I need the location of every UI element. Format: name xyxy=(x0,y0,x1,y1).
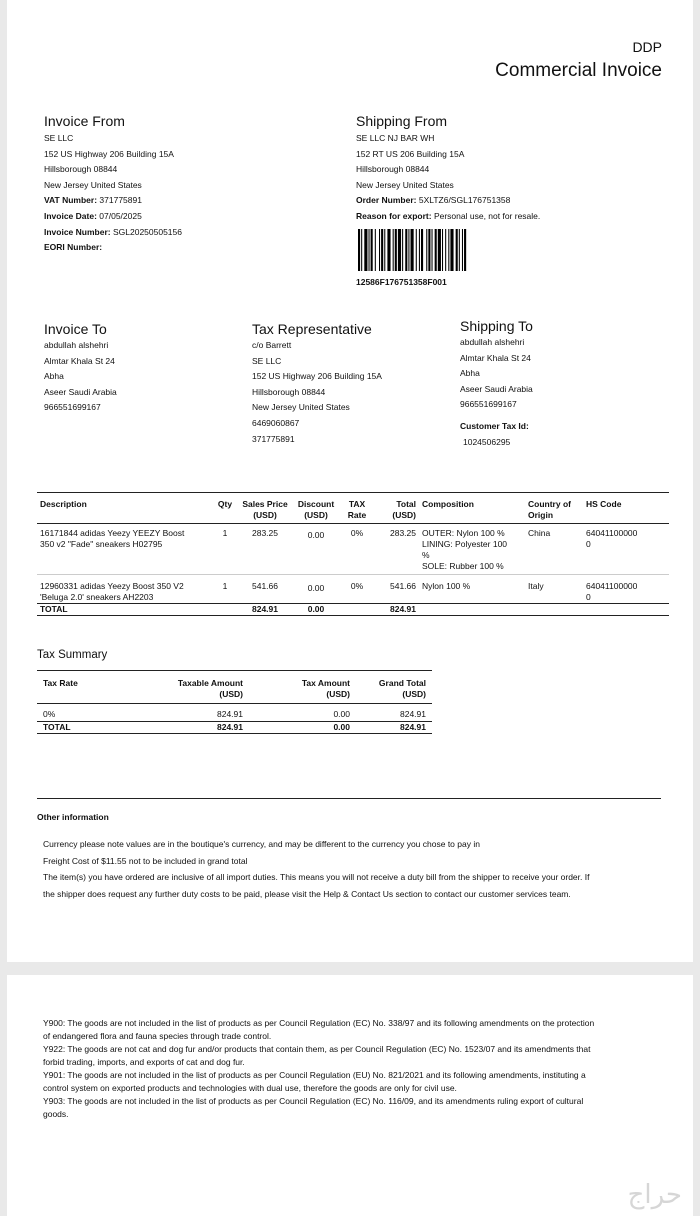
barcode-bar xyxy=(358,229,360,271)
barcode-bar xyxy=(398,229,401,271)
item-tax: 0% xyxy=(339,524,375,575)
hs-code-line: 0 xyxy=(586,539,591,549)
invoice-page-1 xyxy=(7,0,693,962)
eori-label: EORI Number: xyxy=(44,242,103,253)
total-unit: (USD) xyxy=(392,510,416,520)
vat-label: VAT Number: xyxy=(44,195,98,206)
item-tax: 0% xyxy=(350,581,364,591)
invoice-from-heading: Invoice From xyxy=(44,113,125,129)
tax-summary-header-row xyxy=(37,671,432,704)
shipping-from-line: 152 RT US 206 Building 15A xyxy=(356,148,465,159)
item-composition: Nylon 100 % xyxy=(422,581,471,591)
sales-price-label: Sales Price xyxy=(242,499,288,509)
ts-grand-label: Grand Total xyxy=(378,678,426,688)
barcode-bar xyxy=(438,229,441,271)
sales-price-unit: (USD) xyxy=(253,510,277,520)
invoice-to-heading: Invoice To xyxy=(44,321,107,337)
note-line: Y922: The goods are not cat and dog fur and/or products that contain them, as per Council Regulation (EC) No. 1523/07 and its amendments that xyxy=(43,1044,591,1054)
barcode-bar xyxy=(364,229,367,271)
tax-rep-heading: Tax Representative xyxy=(252,321,372,337)
invoice-number-value: SGL20250505156 xyxy=(112,226,182,237)
invoice-to-line: Aseer Saudi Arabia xyxy=(44,386,117,397)
barcode-bar xyxy=(369,229,370,271)
ts-rate: 0% xyxy=(43,709,56,719)
shipping-to-heading: Shipping To xyxy=(460,318,533,334)
shipping-to-line: Aseer Saudi Arabia xyxy=(460,383,533,394)
shipping-to-block xyxy=(460,318,533,450)
barcode-bar xyxy=(405,229,407,271)
total-label: Total xyxy=(396,499,416,509)
invoice-date-value: 07/05/2025 xyxy=(99,210,142,221)
tax-summary-total-row xyxy=(37,722,432,734)
items-total-total: 824.91 xyxy=(375,604,419,616)
invoice-from-line: Hillsborough 08844 xyxy=(44,164,118,175)
barcode-bar xyxy=(421,229,423,271)
tax-representative-block xyxy=(252,321,382,447)
item-origin: China xyxy=(525,524,583,575)
barcode-bar xyxy=(432,229,433,271)
other-info-heading: Other information xyxy=(37,812,109,822)
tax-rep-line: New Jersey United States xyxy=(252,402,350,413)
ts-total-taxable: 824.91 xyxy=(137,722,249,734)
tax-label: TAX xyxy=(348,499,366,509)
barcode-bar xyxy=(459,229,460,271)
ts-grand-unit: (USD) xyxy=(402,689,426,699)
invoice-to-block xyxy=(44,321,117,416)
hs-code-line: 64041100000 xyxy=(586,528,638,538)
shipping-to-line: abdullah alshehri xyxy=(460,337,525,347)
table-row xyxy=(37,704,432,722)
note-line: control system on exported products and technologies with dual use, therefore the goods are only for civil use. xyxy=(43,1083,457,1093)
shipping-from-line: SE LLC NJ BAR WH xyxy=(356,133,435,143)
item-description xyxy=(37,524,213,575)
composition-line: LINING: Polyester 100 xyxy=(422,539,508,549)
barcode-bar xyxy=(408,229,409,271)
note-line: Y901: The goods are not included in the list of products as per Council Regulation (EU) No. 821/2021 and its following amendments, instituting a xyxy=(43,1070,586,1080)
item-qty: 1 xyxy=(222,581,228,591)
item-qty: 1 xyxy=(213,524,237,575)
barcode-bar xyxy=(445,229,446,271)
item-composition xyxy=(419,524,525,575)
order-number xyxy=(356,193,540,209)
incoterm: DDP xyxy=(632,39,662,55)
invoice-page-2 xyxy=(7,975,693,1216)
barcode-bar xyxy=(395,229,397,271)
tax-summary-heading: Tax Summary xyxy=(37,649,108,661)
item-desc-line: 16171844 adidas Yeezy YEEZY Boost xyxy=(40,528,185,538)
items-total-label: TOTAL xyxy=(37,604,213,616)
divider xyxy=(37,798,661,799)
shipping-to-line: Almtar Khala St 24 xyxy=(460,352,531,363)
tax-rep-line: 6469060867 xyxy=(252,417,300,428)
barcode-bar xyxy=(361,229,362,271)
barcode-bar xyxy=(384,229,385,271)
tax-rep-line: Hillsborough 08844 xyxy=(252,386,326,397)
ts-taxable-label: Taxable Amount xyxy=(177,678,243,688)
ts-grand: 824.91 xyxy=(400,709,426,719)
other-info-line: The item(s) you have ordered are inclusive of all import duties. This means you will not receive a duty bill from the shipper to receive your order. If xyxy=(43,872,590,882)
barcode-bar xyxy=(371,229,373,271)
items-total-discount: 0.00 xyxy=(293,604,339,616)
hs-code-line: 64041100000 xyxy=(586,581,638,591)
note-line: forbid trading, imports, and exports of cat and dog fur. xyxy=(43,1057,245,1067)
item-price: 541.66 xyxy=(252,581,278,591)
items-total-row xyxy=(37,604,669,616)
shipping-to-line: 966551699167 xyxy=(460,399,517,410)
item-desc-line: 12960331 adidas Yeezy Boost 350 V2 xyxy=(40,581,184,591)
col-composition: Composition xyxy=(422,499,474,509)
note-line: of endangered flora and fauna species through trade control. xyxy=(43,1031,272,1041)
barcode-bar xyxy=(442,229,443,271)
barcode-bar xyxy=(381,229,383,271)
table-row xyxy=(37,575,669,604)
discount-label: Discount xyxy=(297,499,335,509)
invoice-to-line: abdullah alshehri xyxy=(44,340,109,350)
ts-total-grand: 824.91 xyxy=(356,722,432,734)
barcode-bar xyxy=(426,229,427,271)
invoice-from-line: 152 US Highway 206 Building 15A xyxy=(44,148,174,159)
regulation-notes xyxy=(43,1017,594,1121)
ts-col-amount xyxy=(249,671,356,704)
barcode-bar xyxy=(375,229,376,271)
item-total: 283.25 xyxy=(375,524,419,575)
ts-total-amount: 0.00 xyxy=(249,722,356,734)
item-total: 541.66 xyxy=(390,581,416,591)
eori-number xyxy=(44,240,182,256)
note-line: goods. xyxy=(43,1109,69,1119)
barcode-bar xyxy=(416,229,417,271)
col-description: Description xyxy=(40,499,87,509)
customer-tax-label: Customer Tax Id: xyxy=(460,420,529,431)
barcode-bar xyxy=(402,229,403,271)
note-line: Y900: The goods are not included in the list of products as per Council Regulation (EC) No. 338/97 and its following amendments on the protection xyxy=(43,1018,595,1028)
barcode-bar xyxy=(462,229,463,271)
composition-line: % xyxy=(422,550,430,560)
ts-col-grand xyxy=(356,671,432,704)
barcode-bar xyxy=(379,229,380,271)
tax-rep-line: SE LLC xyxy=(252,355,282,366)
barcode-bar xyxy=(419,229,420,271)
invoice-to-line: Almtar Khala St 24 xyxy=(44,355,115,366)
shipping-from-line: Hillsborough 08844 xyxy=(356,164,430,175)
invoice-from-block xyxy=(44,113,182,256)
ts-total-label: TOTAL xyxy=(37,722,137,734)
other-info-line: Currency please note values are in the boutique's currency, and may be different to the currency you chose to pay in xyxy=(43,839,480,849)
item-discount: 0.00 xyxy=(307,583,325,593)
barcode-bar xyxy=(387,229,390,271)
other-info-line: Freight Cost of $11.55 not to be included in grand total xyxy=(43,855,248,866)
col-discount xyxy=(293,493,339,524)
item-desc-line: 'Beluga 2.0' sneakers AH2203 xyxy=(40,592,154,602)
item-price: 283.25 xyxy=(237,524,293,575)
ts-taxable-unit: (USD) xyxy=(219,689,243,699)
ts-col-rate: Tax Rate xyxy=(37,671,137,704)
barcode-bar xyxy=(393,229,394,271)
item-origin: Italy xyxy=(528,581,544,591)
invoice-date xyxy=(44,209,182,225)
col-hs-code: HS Code xyxy=(586,499,622,509)
barcode-text: 12586F176751358F001 xyxy=(356,277,447,287)
tax-summary-table xyxy=(37,670,432,734)
shipping-from-block xyxy=(356,113,540,225)
items-header-row xyxy=(37,493,669,524)
reason-label: Reason for export: xyxy=(356,210,432,221)
note-line: Y903: The goods are not included in the list of products as per Council Regulation (EC) No. 116/09, and its amendments ruling export of cultural xyxy=(43,1096,584,1106)
item-desc-line: 350 v2 "Fade" sneakers H02795 xyxy=(40,539,163,549)
document-title: Commercial Invoice xyxy=(495,60,662,81)
invoice-number-label: Invoice Number: xyxy=(44,226,111,237)
items-table xyxy=(37,492,669,616)
tax-rep-line: 152 US Highway 206 Building 15A xyxy=(252,371,382,382)
col-origin xyxy=(525,493,583,524)
invoice-number xyxy=(44,225,182,241)
shipping-to-line: Abha xyxy=(460,368,480,379)
invoice-from-line: New Jersey United States xyxy=(44,179,142,190)
barcode-bar xyxy=(450,229,453,271)
shipping-from-heading: Shipping From xyxy=(356,113,448,129)
origin-label: Country of xyxy=(528,499,571,509)
invoice-from-line: SE LLC xyxy=(44,133,74,143)
reason-for-export xyxy=(356,209,540,225)
customer-tax-value: 1024506295 xyxy=(463,436,511,447)
barcode-bar xyxy=(435,229,437,271)
ts-amount-unit: (USD) xyxy=(326,689,350,699)
ts-amount: 0.00 xyxy=(333,709,350,719)
barcode-bar xyxy=(411,229,414,271)
order-number-label: Order Number: xyxy=(356,195,417,206)
composition-line: OUTER: Nylon 100 % xyxy=(422,528,505,538)
barcode xyxy=(358,229,544,271)
table-row xyxy=(37,524,669,575)
other-info-line: the shipper does request any further duty costs to be paid, please visit the Help & Contact Us section to contact our customer services team. xyxy=(43,888,571,899)
origin-label-2: Origin xyxy=(528,510,554,520)
tax-unit: Rate xyxy=(347,510,367,520)
item-hs-code xyxy=(583,524,669,575)
item-discount: 0.00 xyxy=(293,524,339,575)
col-sales-price xyxy=(237,493,293,524)
barcode-bar xyxy=(428,229,430,271)
composition-line: SOLE: Rubber 100 % xyxy=(422,561,504,571)
col-total xyxy=(375,493,419,524)
watermark: حراج xyxy=(627,1180,682,1210)
other-info-text xyxy=(43,836,589,902)
vat-value: 371775891 xyxy=(99,195,142,206)
ts-taxable: 824.91 xyxy=(217,709,243,719)
barcode-bar xyxy=(464,229,466,271)
tax-rep-line: c/o Barrett xyxy=(252,340,292,350)
barcode-bar xyxy=(456,229,458,271)
shipping-from-line: New Jersey United States xyxy=(356,179,454,190)
vat-number xyxy=(44,193,182,209)
invoice-to-line: 966551699167 xyxy=(44,402,101,413)
col-tax xyxy=(339,493,375,524)
ts-amount-label: Tax Amount xyxy=(301,678,350,688)
item-description xyxy=(37,575,213,604)
invoice-date-label: Invoice Date: xyxy=(44,210,97,221)
reason-value: Personal use, not for resale. xyxy=(433,210,541,221)
discount-unit: (USD) xyxy=(304,510,328,520)
col-qty: Qty xyxy=(217,499,233,509)
ts-col-taxable xyxy=(137,671,249,704)
invoice-to-line: Abha xyxy=(44,371,64,382)
hs-code-line: 0 xyxy=(586,592,591,602)
items-total-price: 824.91 xyxy=(237,604,293,616)
order-number-value: 5XLTZ6/SGL176751358 xyxy=(418,195,511,206)
barcode-bar xyxy=(448,229,449,271)
barcode-image xyxy=(358,229,544,271)
item-hs-code xyxy=(583,575,669,604)
tax-rep-line: 371775891 xyxy=(252,433,295,444)
